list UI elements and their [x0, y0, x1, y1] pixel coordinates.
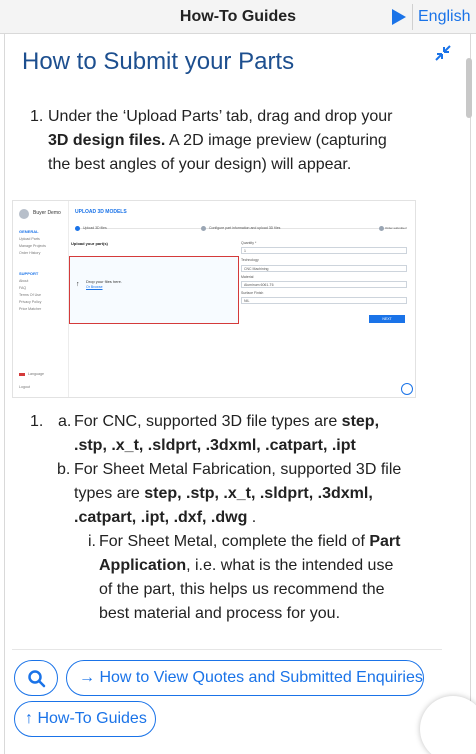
- item-a-bold: step, .stp, .x_t, .sldprt, .3dxml, .catpart, .ipt: [74, 413, 380, 454]
- item-i-text: [99, 530, 409, 626]
- next-button[interactable]: NEXT: [369, 315, 405, 323]
- search-icon: [27, 669, 47, 689]
- screenshot-item: Price Matcher: [19, 307, 42, 311]
- screenshot-section-general: GENERAL: [19, 229, 39, 234]
- scrollbar[interactable]: [466, 58, 472, 118]
- step-text-bold: 3D design files.: [48, 132, 166, 149]
- progress-dot: [201, 226, 206, 231]
- quantity-field[interactable]: [241, 247, 407, 254]
- item-i-text-start: For Sheet Metal, complete the field of: [99, 533, 370, 550]
- step-text-start: Under the ‘Upload Parts’ tab, drag and drop your: [48, 108, 393, 125]
- item-a-text: [74, 410, 414, 458]
- screenshot-item: Order History: [19, 251, 41, 255]
- top-bar: [0, 0, 476, 34]
- upload-heading: Upload your part(s): [71, 241, 108, 246]
- item-i-text-end: , i.e. what is the intended use of the part, this helps us recommend the best material and process for you.: [99, 557, 394, 622]
- item-b-marker: b.: [57, 461, 71, 478]
- upload-arrow-icon: ↑: [76, 281, 80, 288]
- screenshot-header: UPLOAD 3D MODELS: [75, 209, 127, 215]
- back-to-guides-button[interactable]: ↑ How-To Guides: [14, 701, 156, 737]
- screenshot-section-support: SUPPORT: [19, 271, 39, 276]
- next-guide-button[interactable]: → How to View Quotes and Submitted Enquiries: [66, 660, 424, 696]
- progress-dot: [75, 226, 80, 231]
- search-button[interactable]: [14, 660, 58, 696]
- drop-zone-highlight: [69, 256, 239, 324]
- item-b-text: [74, 458, 404, 530]
- material-select[interactable]: [241, 281, 407, 288]
- avatar: [19, 209, 29, 219]
- finish-select[interactable]: [241, 297, 407, 304]
- play-icon[interactable]: [392, 9, 406, 25]
- browse-link[interactable]: Or Browse: [86, 285, 103, 289]
- technology-select[interactable]: [241, 265, 407, 272]
- material-label: Material: [241, 275, 254, 279]
- progress-label: Order submitted: [385, 226, 407, 230]
- divider: [12, 649, 442, 650]
- divider: [412, 4, 413, 30]
- screenshot-item: Upload Parts: [19, 237, 40, 241]
- quantity-label: Quantity *: [241, 241, 257, 245]
- item-a-text-start: For CNC, supported 3D file types are: [74, 413, 342, 430]
- screenshot-item: Logout: [19, 385, 30, 389]
- screenshot-item: About: [19, 279, 29, 283]
- item-a-marker: a.: [58, 413, 72, 430]
- item-b-bold: step, .stp, .x_t, .sldprt, .3dxml, .catpart, .ipt, .dxf, .dwg: [74, 485, 373, 526]
- drop-text: Drop your files here.: [86, 279, 123, 284]
- sub-list-number: 1.: [30, 413, 44, 430]
- material-value: Aluminum 6061-T6: [244, 283, 274, 287]
- finish-label: Surface Finish: [241, 291, 264, 295]
- finish-value: NIL: [244, 299, 250, 303]
- upload-screenshot: [12, 200, 416, 398]
- screenshot-item: Terms Of Use: [19, 293, 41, 297]
- collapse-arrows-icon[interactable]: [434, 44, 452, 62]
- screenshot-item: Language: [28, 372, 44, 376]
- flag-icon: [19, 373, 25, 376]
- app-title: How-To Guides: [179, 8, 297, 25]
- screenshot-item: Manage Projects: [19, 244, 46, 248]
- step-text: [48, 105, 408, 177]
- step-number: 1.: [30, 108, 44, 125]
- quantity-value: 1: [244, 249, 246, 253]
- item-b-text-start: For Sheet Metal Fabrication, supported 3D file types are: [74, 461, 402, 502]
- screenshot-user-name: Buyer Demo: [33, 210, 61, 216]
- item-b-end: .: [247, 509, 257, 526]
- screenshot-item: FAQ: [19, 286, 27, 290]
- item-i-bold: Part Application: [99, 533, 401, 574]
- progress-dot: [379, 226, 384, 231]
- step-text-end: A 2D image preview (capturing the best angles of your design) will appear.: [48, 132, 387, 173]
- page-title: How to Submit your Parts: [22, 48, 295, 75]
- progress-label: Configure part information and upload 3D files: [209, 226, 281, 230]
- item-i-marker: i.: [88, 533, 96, 550]
- screenshot-item: Privacy Policy: [19, 300, 42, 304]
- technology-value: CNC Machining: [244, 267, 269, 271]
- language-selector[interactable]: English: [418, 8, 471, 25]
- brand-logo-icon: [401, 383, 413, 395]
- technology-label: Technology: [241, 258, 259, 262]
- progress-label: Upload 3D files: [83, 226, 107, 230]
